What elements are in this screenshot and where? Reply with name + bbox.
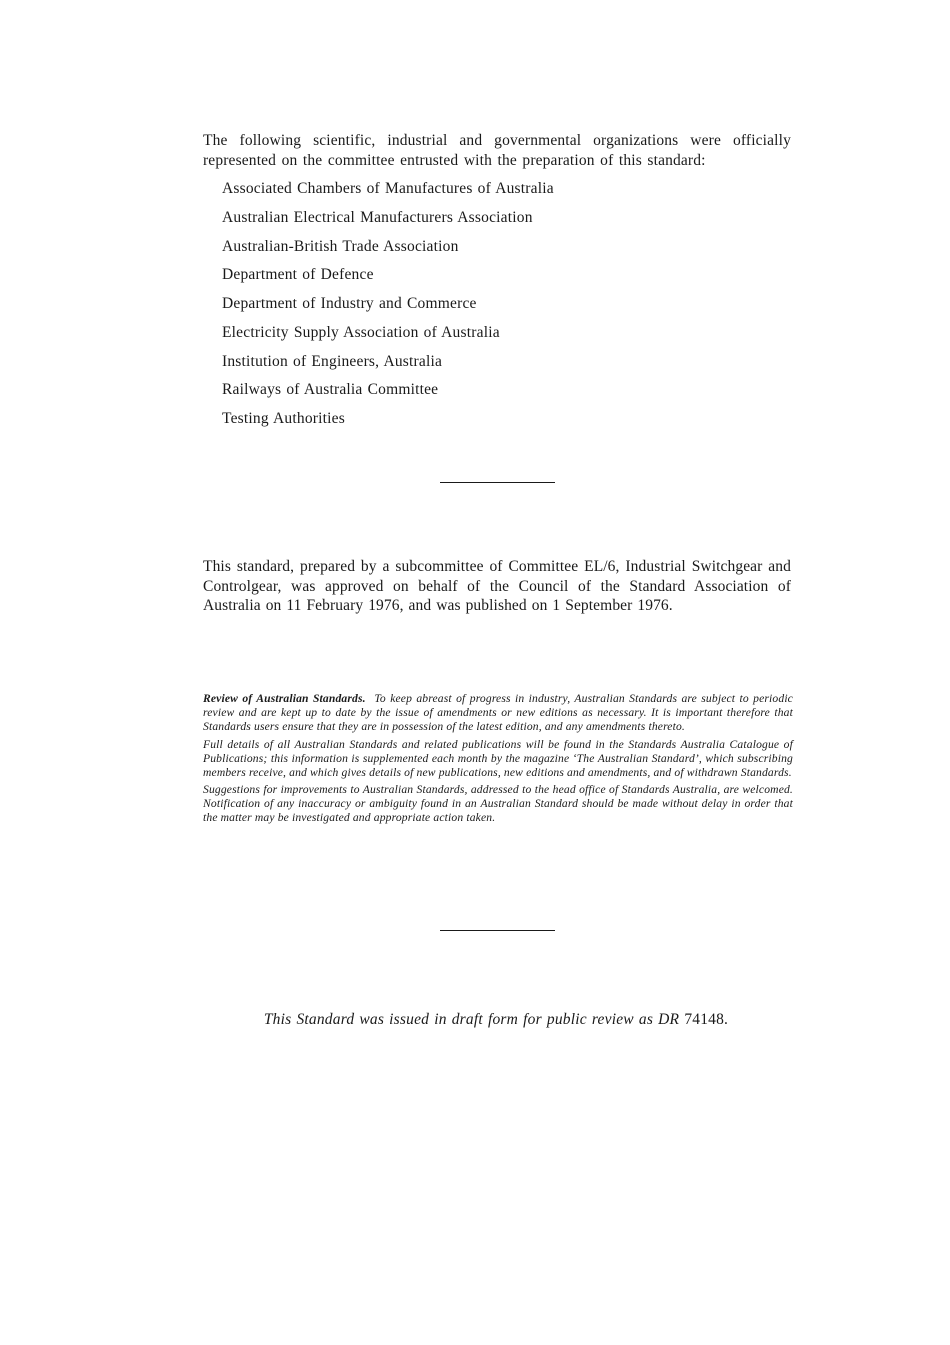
organization-list <box>222 179 554 438</box>
list-item: Department of Defence <box>222 266 374 284</box>
review-paragraph: Suggestions for improvements to Australian Standards, addressed to the head office of Standards Australia, are welcomed. Notification of any inaccuracy or ambiguity found in an Australian Standard should be made without delay in order that the matter may be investigated and appropriate action taken. <box>203 783 793 824</box>
list-item: Associated Chambers of Manufactures of Australia <box>222 180 554 197</box>
list-item: Australian-British Trade Association <box>222 237 459 255</box>
list-item: Institution of Engineers, Australia <box>222 352 443 370</box>
approval-statement: This standard, prepared by a subcommittee of Committee EL/6, Industrial Switchgear and Controlgear, was approved on behalf of the Council of the Standard Association of Australia on 11 February 1976, and was published on 1 September 1976. <box>203 558 791 614</box>
list-item: Testing Authorities <box>222 410 345 427</box>
list-item: Railways of Australia Committee <box>222 381 439 399</box>
list-item: Electricity Supply Association of Australia <box>222 323 500 341</box>
review-text: To keep abreast of progress in industry, Australian Standards are subject to periodic review and are kept up to date by the issue of amendments or new editions as necessary. It is important therefore that Standards users ensure that they are in possession of the latest edition, and any amendments thereto. <box>203 692 793 733</box>
section-divider <box>440 930 555 931</box>
list-item: Department of Industry and Commerce <box>222 295 477 312</box>
list-item: Australian Electrical Manufacturers Association <box>222 208 533 226</box>
section-divider <box>440 482 555 483</box>
review-paragraph: Full details of all Australian Standards and related publications will be found in the Standards Australia Catalogue of Publications; this information is supplemented each month by the magazine ‘The Australian Standard’, which subscribing members receive, and which gives details of new publications, new editions and amendments, and of withdrawn Standards. <box>203 737 793 779</box>
draft-notice <box>0 1010 950 1030</box>
committee-intro: The following scientific, industrial and governmental organizations were officially represented on the committee entrusted with the preparation of this standard: <box>203 132 791 169</box>
review-heading: Review of Australian Standards. <box>203 692 366 705</box>
draft-text: This Standard was issued in draft form for public review as DR <box>263 1011 680 1028</box>
review-paragraph <box>203 692 793 734</box>
draft-number: 74148. <box>684 1011 729 1028</box>
review-notice <box>203 692 793 829</box>
